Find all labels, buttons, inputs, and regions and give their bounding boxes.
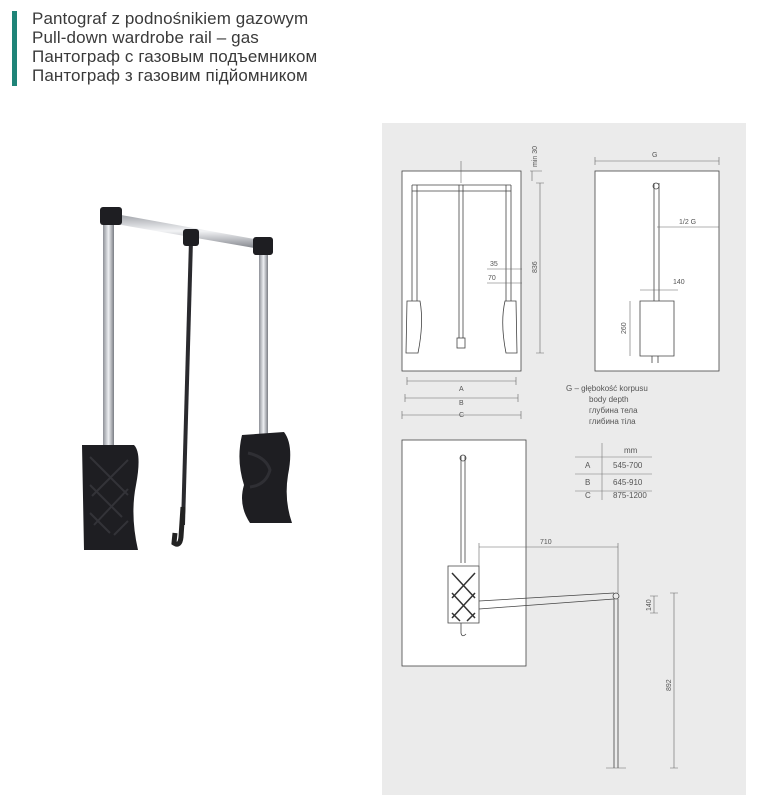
table-value-c: 875-1200 — [613, 491, 647, 500]
pull-handle — [174, 507, 183, 544]
product-photo — [70, 195, 310, 565]
product-titles — [32, 9, 317, 85]
table-value-b: 645-910 — [613, 478, 643, 487]
title-en: Pull-down wardrobe rail – gas — [32, 28, 259, 47]
front-view — [402, 171, 521, 371]
dim-260: 260 — [621, 322, 628, 334]
extended-view — [402, 440, 619, 768]
technical-drawing — [382, 123, 746, 795]
right-joint — [253, 237, 273, 255]
table-key-c: C — [585, 491, 591, 500]
pull-rod — [183, 240, 191, 525]
right-upright — [259, 245, 268, 440]
table-value-a: 545-700 — [613, 461, 643, 470]
legend-g-line: G – głębokość korpusu — [566, 384, 648, 393]
dim-70: 70 — [488, 275, 496, 282]
dim-836: 836 — [532, 261, 539, 273]
dim-140-vertical: 140 — [646, 599, 653, 611]
side-view — [595, 171, 719, 371]
dim-140: 140 — [673, 279, 685, 286]
dim-35: 35 — [490, 261, 498, 268]
title-ua: Пантограф з газовим підйомником — [32, 66, 308, 85]
dim-g: G — [652, 152, 658, 159]
legend-ru: глубина тела — [589, 406, 638, 415]
dim-c: C — [459, 412, 465, 419]
table-key-b: B — [585, 478, 591, 487]
table-unit: mm — [624, 446, 638, 455]
dim-b: B — [459, 400, 464, 407]
left-joint — [100, 207, 122, 225]
title-ru: Пантограф с газовым подъемником — [32, 47, 318, 66]
title-pl: Pantograf z podnośnikiem gazowym — [32, 9, 309, 28]
legend-en: body depth — [589, 395, 629, 404]
dim-half-g: 1/2 G — [679, 219, 697, 226]
dim-min30: min 30 — [532, 145, 539, 167]
left-upright — [103, 217, 114, 457]
dim-a: A — [459, 386, 464, 393]
dim-710: 710 — [540, 539, 552, 546]
table-key-a: A — [585, 461, 591, 470]
dim-892: 892 — [666, 679, 673, 691]
center-joint — [183, 229, 199, 246]
legend-ua: глибина тіла — [589, 417, 636, 426]
accent-bar — [12, 11, 17, 86]
left-gas-housing — [82, 445, 139, 550]
